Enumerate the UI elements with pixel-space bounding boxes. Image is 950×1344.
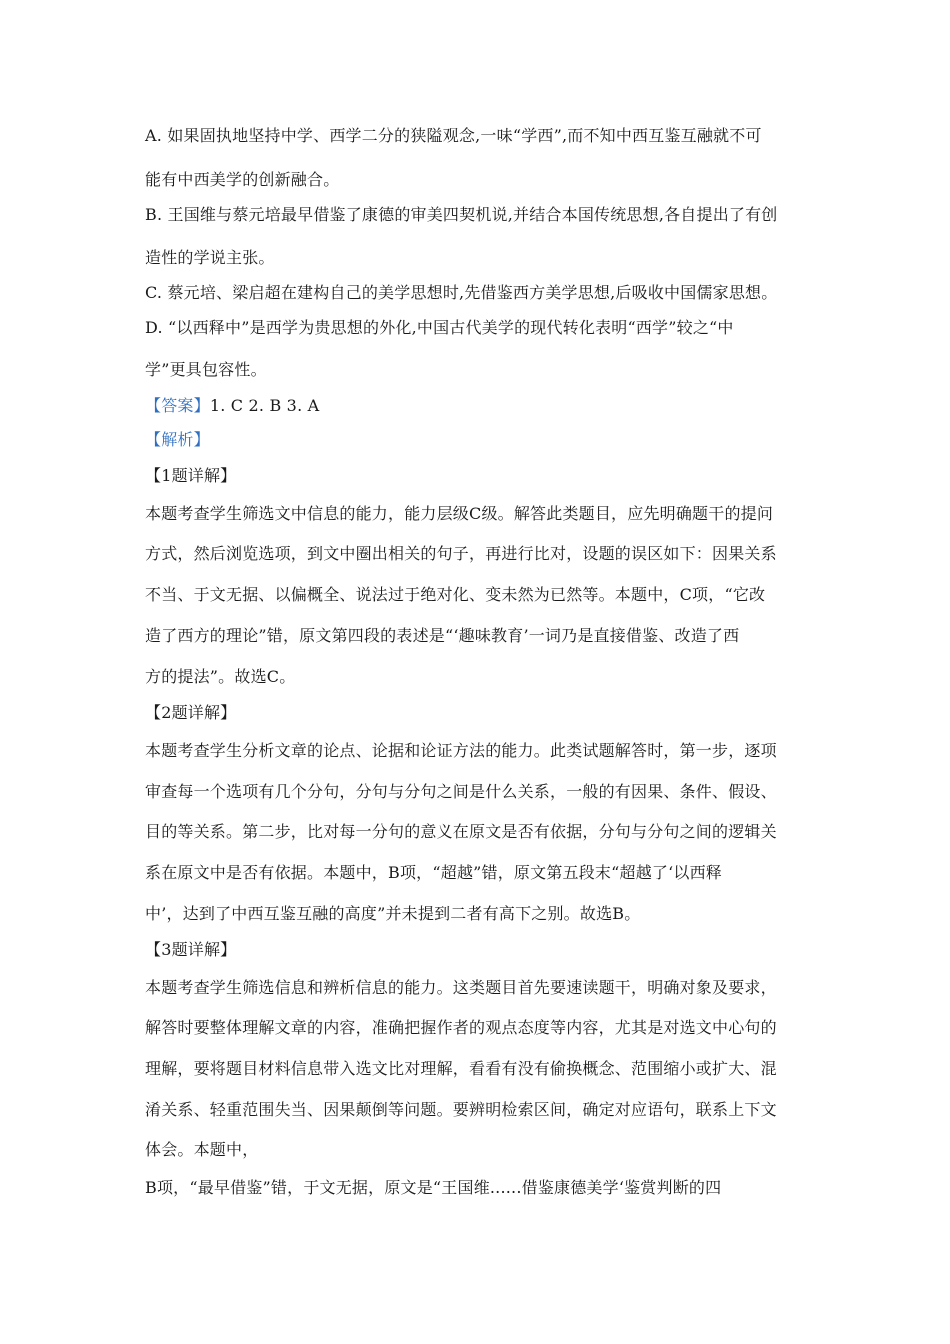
q2-line: 审查每一个选项有几个分句，分句与分句之间是什么关系，一般的有因果、条件、假设、 [145,782,777,801]
option-b-line1: B. 王国维与蔡元培最早借鉴了康德的审美四契机说,并结合本国传统思想,各自提出了有创 [145,205,778,224]
q1-line: 不当、于文无据、以偏概全、说法过于绝对化、变未然为已然等。本题中，C项，“它改 [145,585,766,604]
q1-line: 本题考查学生筛选文中信息的能力，能力层级C级。解答此类题目，应先明确题干的提问 [145,504,774,523]
q3-heading: 【3题详解】 [145,940,237,959]
analysis-label: 【解析】 [145,430,210,449]
option-d-line2: 学”更具包容性。 [145,360,267,379]
q2-line: 系在原文中是否有依据。本题中，B项，“超越”错，原文第五段末“超越了‘以西释 [145,863,722,882]
q1-heading: 【1题详解】 [145,466,237,485]
option-d-line1: D. “以西释中”是西学为贵思想的外化,中国古代美学的现代转化表明“西学”较之“中 [145,318,734,337]
q2-heading: 【2题详解】 [145,703,237,722]
q2-line: 目的等关系。第二步，比对每一分句的意义在原文是否有依据，分句与分句之间的逻辑关 [145,822,777,841]
answer-line [145,396,319,416]
answer-text: 1. C 2. B 3. A [209,396,320,415]
q3-line: 解答时要整体理解文章的内容，准确把握作者的观点态度等内容，尤其是对选文中心句的 [145,1018,777,1037]
q1-line: 方式，然后浏览选项，到文中圈出相关的句子，再进行比对，设题的误区如下：因果关系 [145,544,777,563]
answer-label: 【答案】 [145,396,210,415]
q3-line: 淆关系、轻重范围失当、因果颠倒等问题。要辨明检索区间，确定对应语句，联系上下文 [145,1100,777,1119]
option-c-line1: C. 蔡元培、梁启超在建构自己的美学思想时,先借鉴西方美学思想,后吸收中国儒家思想。 [145,283,778,302]
q3-line: 理解，要将题目材料信息带入选文比对理解，看看有没有偷换概念、范围缩小或扩大、混 [145,1059,777,1078]
q3-line: 体会。本题中， [145,1140,259,1159]
option-a-line1: A. 如果固执地坚持中学、西学二分的狭隘观念,一味“学西”,而不知中西互鉴互融就不可 [145,126,762,145]
q1-line: 造了西方的理论”错，原文第四段的表述是“‘趣味教育’一词乃是直接借鉴、改造了西 [145,626,740,645]
q2-line: 本题考查学生分析文章的论点、论据和论证方法的能力。此类试题解答时，第一步，逐项 [145,741,777,760]
q2-line: 中’，达到了中西互鉴互融的高度”并未提到二者有高下之别。故选B。 [145,904,641,923]
q3-line: B项，“最早借鉴”错，于文无据，原文是“王国维......借鉴康德美学‘鉴赏判断的四 [145,1178,722,1197]
q3-line: 本题考查学生筛选信息和辨析信息的能力。这类题目首先要速读题干，明确对象及要求， [145,978,777,997]
option-a-line2: 能有中西美学的创新融合。 [145,170,340,189]
q1-line: 方的提法”。故选C。 [145,667,296,686]
option-b-line2: 造性的学说主张。 [145,248,275,267]
